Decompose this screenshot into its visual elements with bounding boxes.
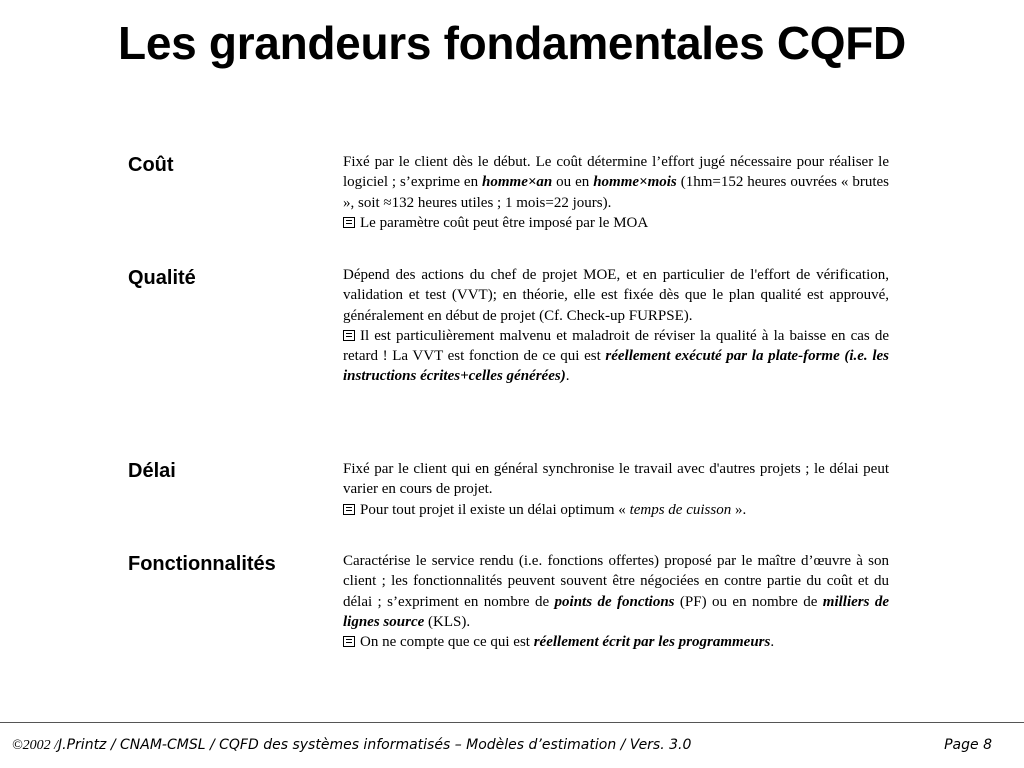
note-line bbox=[343, 500, 889, 520]
page-number: Page 8 bbox=[944, 737, 992, 753]
desc-paragraph bbox=[343, 551, 889, 632]
desc-paragraph: Dépend des actions du chef de projet MOE, et en particulier de l'effort de vérification, validation et test (VVT); en théorie, elle est fixée dès que le plan qualité est approuvé, généralement en début de projet (Cf. Check-up FURPSE). bbox=[343, 267, 889, 324]
desc-paragraph: Fixé par le client qui en général synchronise le travail avec d'autres projets ; le délai peut varier en cours de projet. bbox=[343, 461, 889, 498]
text-run: (PF) ou en nombre de bbox=[674, 593, 823, 610]
text-run: (1hm=152 heures ouvrées « brutes », soit ≈132 heures utiles ; 1 mois=22 jours). bbox=[343, 174, 889, 211]
emphasis: réellement exécuté par la plate-forme (i.e. les instructions écrites+celles générées) bbox=[343, 348, 889, 385]
emphasis: réellement écrit par les programmeurs bbox=[533, 634, 771, 651]
note-icon bbox=[343, 330, 355, 341]
desc-qualite bbox=[343, 265, 889, 387]
text-run: (KLS). bbox=[424, 613, 471, 630]
emphasis: milliers de lignes source bbox=[343, 593, 890, 630]
emphasis: temps de cuisson bbox=[629, 501, 732, 518]
note-text: On ne compte que ce qui est bbox=[360, 634, 534, 651]
note-icon bbox=[343, 636, 355, 647]
text-run: ». bbox=[731, 501, 747, 518]
emphasis: points de fonctions bbox=[554, 593, 675, 610]
text-run: ou en bbox=[552, 174, 594, 191]
term-delai: Délai bbox=[128, 460, 176, 482]
text-run: . bbox=[770, 634, 775, 651]
footer-credits bbox=[12, 737, 691, 754]
note-line bbox=[343, 213, 889, 233]
footer-copyright: ©2002 / bbox=[12, 738, 59, 753]
note-line bbox=[343, 326, 889, 387]
note-icon bbox=[343, 217, 355, 228]
note-line bbox=[343, 632, 889, 652]
desc-cout bbox=[343, 152, 889, 233]
emphasis: homme×an bbox=[482, 174, 553, 191]
text-run: . bbox=[565, 368, 570, 385]
page-title: Les grandeurs fondamentales CQFD bbox=[118, 17, 906, 69]
term-fonctionnalites: Fonctionnalités bbox=[128, 553, 276, 575]
emphasis: homme×mois bbox=[593, 174, 677, 191]
note-text: Il est particulièrement malvenu et maladroit de réviser la qualité à la baisse en cas de retard ! La VVT est fonction de ce qui est bbox=[343, 327, 889, 365]
term-cout: Coût bbox=[128, 154, 174, 176]
desc-fonctionnalites bbox=[343, 551, 889, 652]
footer-divider bbox=[0, 722, 1024, 723]
note-icon bbox=[343, 504, 355, 515]
text-run: Caractérise le service rendu (i.e. fonctions offertes) proposé par le maître d’œuvre à son client ; les fonctionnalités peuvent souvent être négociées en contre partie du coût et du délai ; s’expriment en nombre de bbox=[343, 553, 889, 610]
term-qualite: Qualité bbox=[128, 267, 196, 289]
note-text: Pour tout projet il existe un délai optimum « bbox=[360, 501, 630, 518]
text-run: Fixé par le client dès le début. Le coût détermine l’effort jugé nécessaire pour réaliser le logiciel ; s’exprime en bbox=[343, 154, 889, 191]
note-text: Le paramètre coût peut être imposé par le MOA bbox=[360, 214, 649, 231]
desc-delai bbox=[343, 459, 889, 520]
footer-text: J.Printz / CNAM-CMSL / CQFD des systèmes informatisés – Modèles d’estimation / Vers. 3.0 bbox=[58, 737, 692, 753]
desc-paragraph bbox=[343, 152, 889, 213]
